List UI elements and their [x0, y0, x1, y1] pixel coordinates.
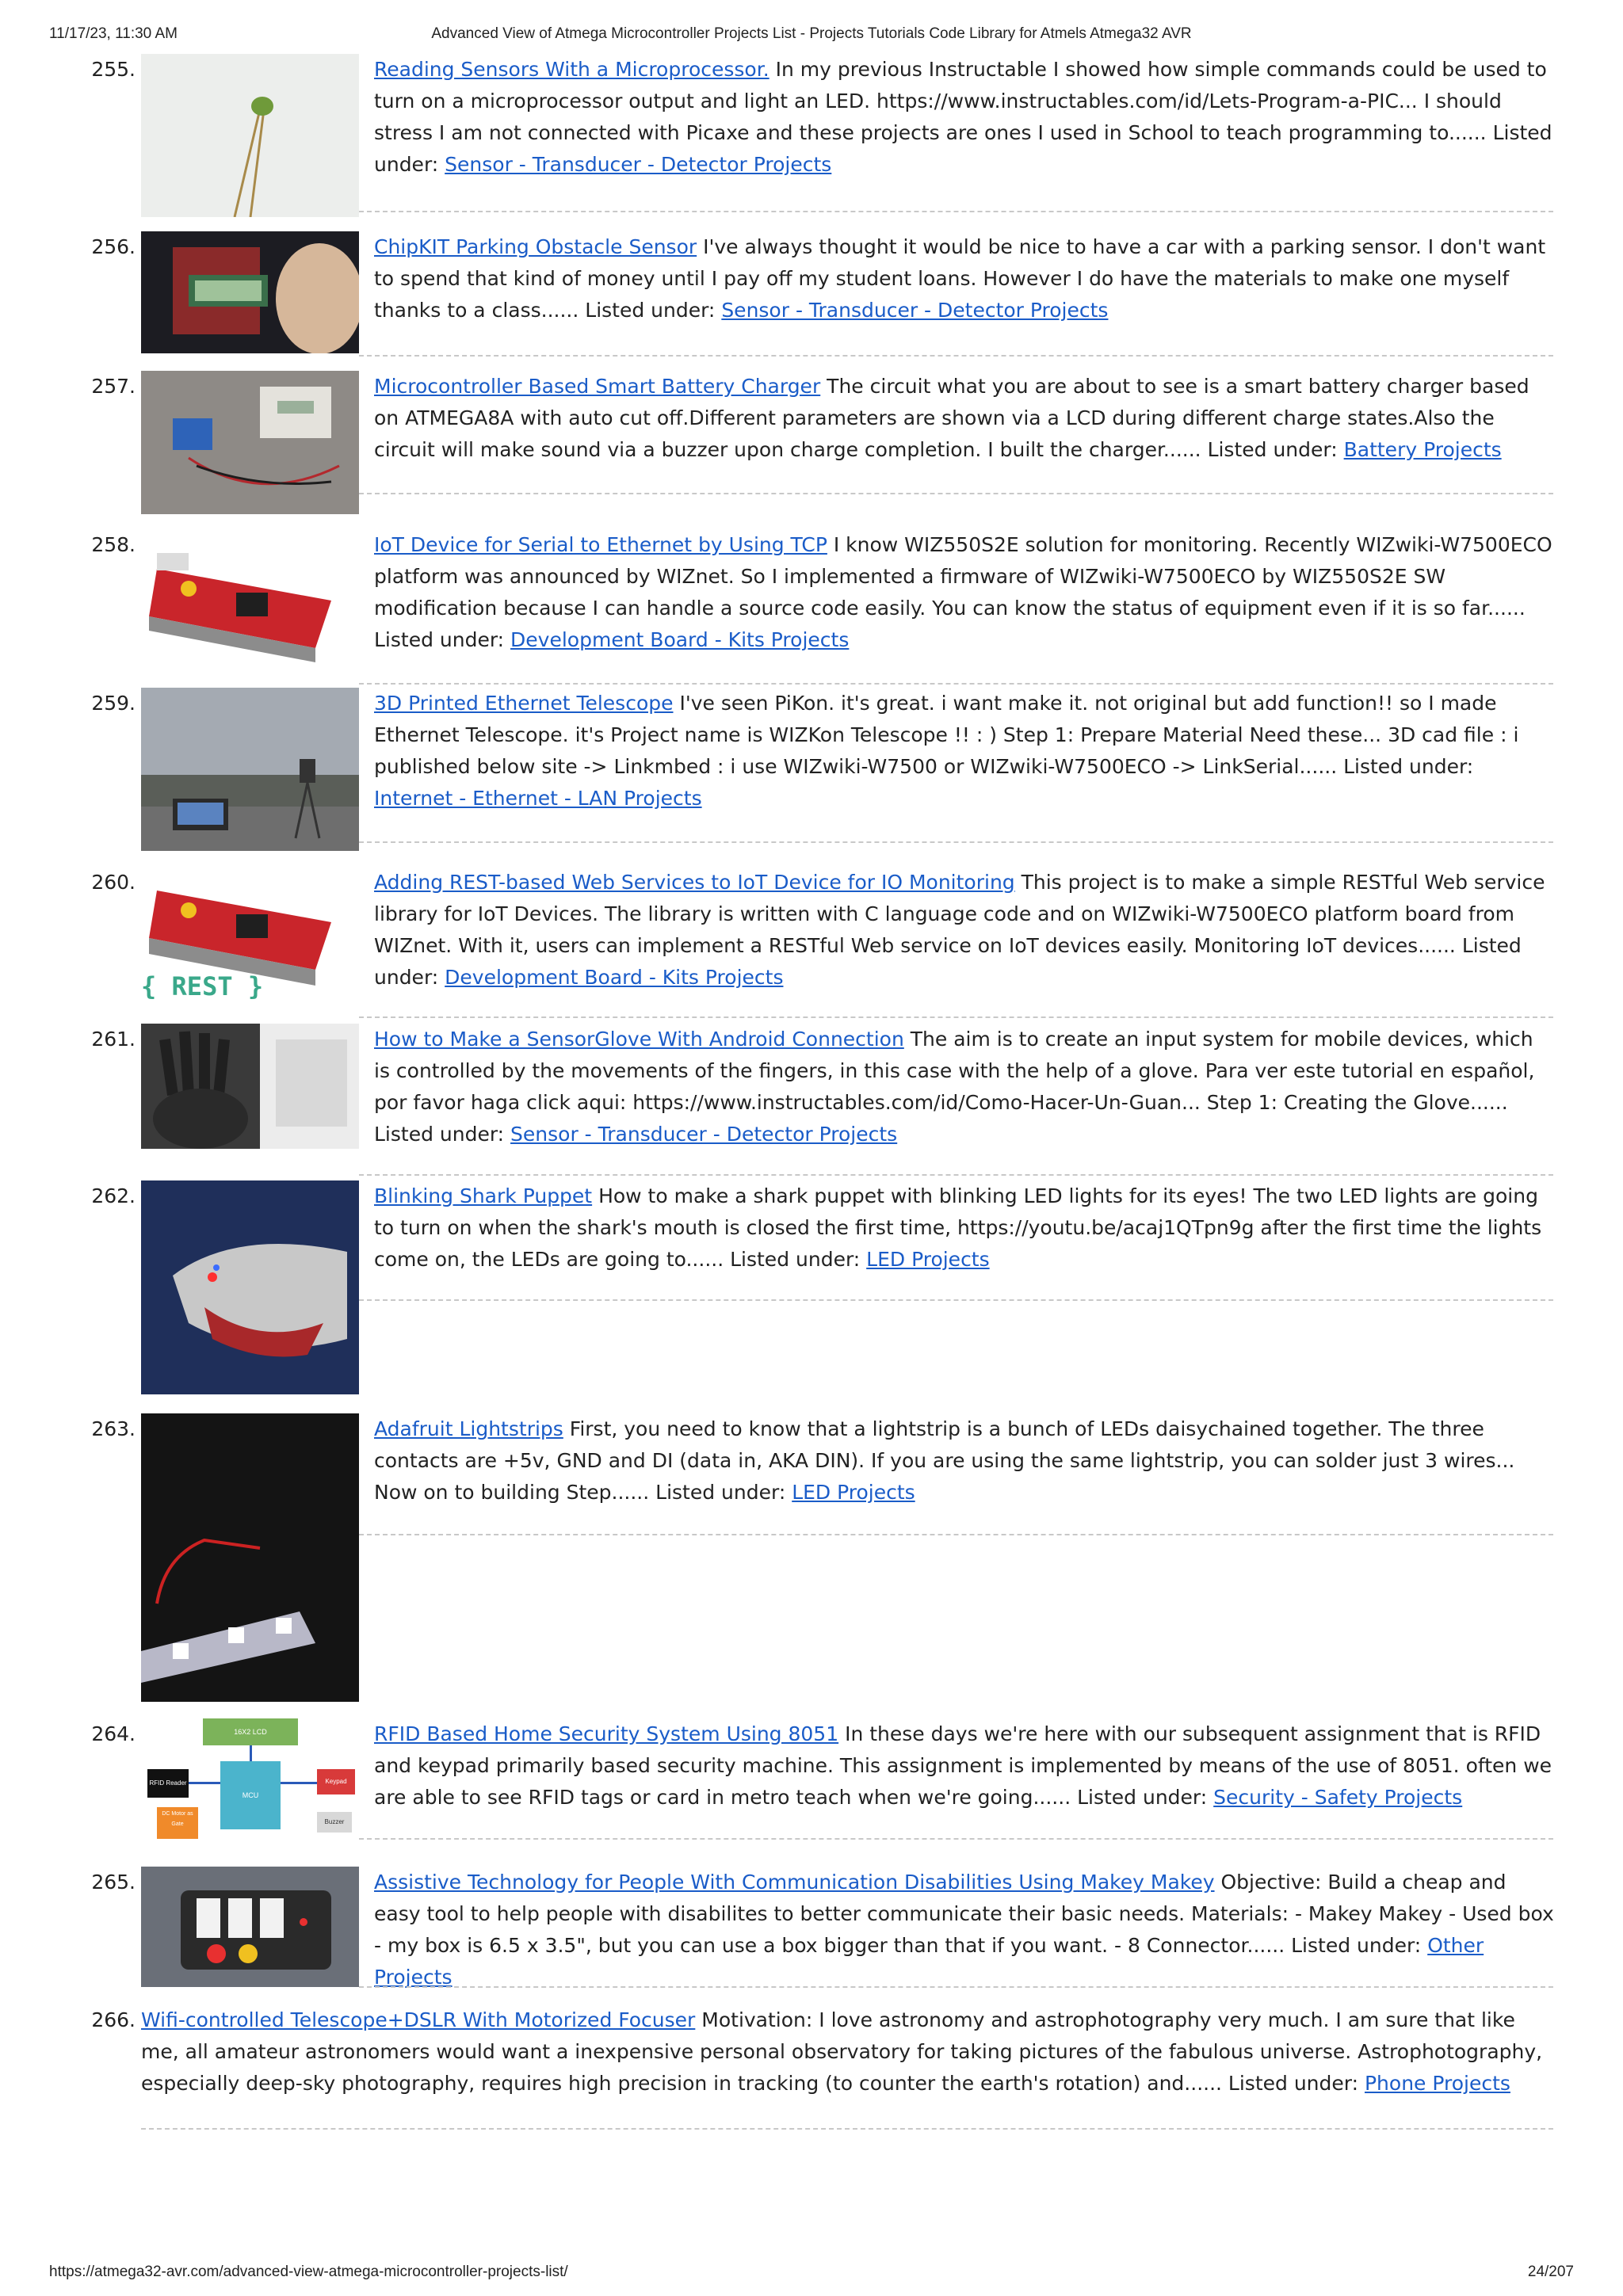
thumbnail-makey-box[interactable] [141, 1867, 359, 1987]
item-body [374, 1413, 1555, 1508]
item-number: 262. [91, 1184, 136, 1207]
project-description: I know WIZ550S2E solution for monitoring. Recently WIZwiki-W7500ECO platform was announced by WIZnet. So I implemented a firmware of WIZwiki-W7500ECO by WIZ550S2E SW modification because I can handle a source code easily. You can know the status of equipment even if it is so far...... Listed under: [374, 533, 1552, 651]
separator [359, 1174, 1553, 1176]
category-link[interactable]: Sensor - Transducer - Detector Projects [721, 299, 1109, 322]
project-description: First, you need to know that a lightstrip is a bunch of LEDs daisychained together. The three contacts are +5v, GND and DI (data in, AKA DIN). If you are using the same lightstrip, you can solder just 3 wires... Now on to building Step...... Listed under: [374, 1417, 1515, 1504]
item-body [374, 1024, 1555, 1150]
thumbnail-sensor-leads[interactable] [141, 54, 359, 217]
diagram-rfid-block: RFID Reader [147, 1769, 189, 1798]
separator [359, 841, 1553, 843]
project-description: How to make a shark puppet with blinking LED lights for its eyes! The two LED lights are going to turn on when the shark's mouth is closed the first time, https://youtu.be/acaj1QTpn9g after the first time the lights come on, the LEDs are going to...... Listed under: [374, 1184, 1542, 1271]
diagram-arrow-right [281, 1782, 317, 1784]
category-link[interactable]: Battery Projects [1343, 438, 1502, 461]
project-title-link[interactable]: 3D Printed Ethernet Telescope [374, 692, 674, 715]
rest-image-label: { REST } [141, 971, 264, 1001]
thumbnail-block-diagram[interactable] [141, 1718, 359, 1845]
thumbnail-chipkit-lcd[interactable] [141, 231, 359, 353]
project-description: The aim is to create an input system for mobile devices, which is controlled by the movements of the fingers, in this case with the help of a glove. Para ver este tutorial en español, por favor haga click aqui: https://www.instructables.com/id/Como-Hacer-Un-Guan... Step 1: Creating the Glove...... Listed under: [374, 1028, 1535, 1146]
project-title-link[interactable]: Adding REST-based Web Services to IoT Device for IO Monitoring [374, 871, 1015, 894]
category-link[interactable]: Development Board - Kits Projects [445, 966, 784, 989]
item-number: 256. [91, 235, 136, 258]
category-link[interactable]: Sensor - Transducer - Detector Projects [510, 1123, 898, 1146]
print-date: 11/17/23, 11:30 AM [49, 25, 178, 42]
item-body [374, 688, 1555, 814]
item-number: 266. [91, 2008, 136, 2031]
project-title-link[interactable]: Reading Sensors With a Microprocessor. [374, 58, 769, 81]
page-url: https://atmega32-avr.com/advanced-view-atmega-microcontroller-projects-list/ [49, 2264, 568, 2280]
separator [359, 1534, 1553, 1535]
category-link[interactable]: Phone Projects [1364, 2072, 1510, 2095]
project-title-link[interactable]: How to Make a SensorGlove With Android Connection [374, 1028, 904, 1051]
project-title-link[interactable]: Assistive Technology for People With Communication Disabilities Using Makey Makey [374, 1871, 1215, 1894]
separator [359, 211, 1553, 212]
item-body [374, 231, 1555, 326]
diagram-motor-block: DC Motor as Gate [157, 1807, 198, 1839]
separator [141, 2128, 1553, 2130]
item-body [374, 1180, 1555, 1276]
thumbnail-shark-puppet[interactable] [141, 1180, 359, 1394]
thumbnail-battery-charger[interactable] [141, 371, 359, 514]
diagram-keypad-block: Keypad [317, 1769, 355, 1794]
item-body [374, 371, 1555, 466]
project-description: I've seen PiKon. it's great. i want make it. not original but add function!! so I made Ethernet Telescope. it's Project name is WIZKon Telescope !! : ) Step 1: Prepare Material Need these... 3D cad file : i published below site -> Linkmbed : i use WIZwiki-W7500 or WIZwiki-W7500ECO -> LinkSerial...... Listed under: [374, 692, 1519, 778]
item-body [141, 2004, 1555, 2100]
separator [359, 493, 1553, 494]
separator [359, 1016, 1553, 1018]
project-description: This project is to make a simple RESTful Web service library for IoT Devices. The library is written with C language code and on WIZwiki-W7500ECO platform board from WIZnet. With it, users can implement a RESTful Web service on IoT devices easily. Monitoring IoT devices...... Listed under: [374, 871, 1545, 989]
category-link[interactable]: Development Board - Kits Projects [510, 628, 850, 651]
project-title-link[interactable]: ChipKIT Parking Obstacle Sensor [374, 235, 697, 258]
item-number: 265. [91, 1871, 136, 1894]
project-title-link[interactable]: RFID Based Home Security System Using 8051 [374, 1722, 839, 1745]
project-title-link[interactable]: Wifi-controlled Telescope+DSLR With Motorized Focuser [141, 2008, 696, 2031]
page-title: Advanced View of Atmega Microcontroller Projects List - Projects Tutorials Code Library for Atmels Atmega32 AVR [431, 25, 1192, 42]
category-link[interactable]: Sensor - Transducer - Detector Projects [445, 153, 832, 176]
diagram-lcd-block: 16X2 LCD [203, 1718, 298, 1745]
item-body [374, 54, 1555, 181]
item-number: 258. [91, 533, 136, 556]
item-number: 264. [91, 1722, 136, 1745]
project-description: Motivation: I love astronomy and astrophotography very much. I am sure that like me, all amateur astronomers would want a inexpensive personal observatory for taking pictures of the fabulous universe. Astrophotography, especially deep-sky photography, requires high precision in tracking (to counter the earth's rotation) and...... Listed under: [141, 2008, 1543, 2095]
project-title-link[interactable]: Adafruit Lightstrips [374, 1417, 563, 1440]
category-link[interactable]: LED Projects [792, 1481, 915, 1504]
item-body [374, 1867, 1555, 1993]
project-description: I've always thought it would be nice to have a car with a parking sensor. I don't want to spend that kind of money until I pay off my student loans. However I do have the materials to make one myself thanks to a class...... Listed under: [374, 235, 1546, 322]
item-number: 260. [91, 871, 136, 894]
item-number: 263. [91, 1417, 136, 1440]
item-body [374, 529, 1555, 656]
project-title-link[interactable]: Microcontroller Based Smart Battery Charger [374, 375, 821, 398]
category-link[interactable]: Security - Safety Projects [1213, 1786, 1463, 1809]
item-number: 257. [91, 375, 136, 398]
project-title-link[interactable]: Blinking Shark Puppet [374, 1184, 593, 1207]
project-description: In these days we're here with our subsequent assignment that is RFID and keypad primarily based security machine. This assignment is implemented by means of the use of 8051. often we are able to see RFID tags or card in metro teach when we're going...... Listed under: [374, 1722, 1552, 1809]
category-link[interactable]: LED Projects [866, 1248, 990, 1271]
project-description: The circuit what you are about to see is a smart battery charger based on ATMEGA8A with auto cut off.Different parameters are shown via a LCD during different charge states.Also the circuit will make sound via a buzzer upon charge completion. I built the charger...... Listed under: [374, 375, 1529, 461]
separator [359, 355, 1553, 357]
item-number: 259. [91, 692, 136, 715]
diagram-buzzer-block: Buzzer [317, 1812, 352, 1833]
project-description: Objective: Build a cheap and easy tool to help people with disabilites to better communicate their basic needs. Materials: - Makey Makey - Used box - my box is 6.5 x 3.5", but you can use a box bigger than that if you want. - 8 Connector...... Listed under: [374, 1871, 1554, 1957]
separator [359, 1838, 1553, 1840]
thumbnail-ethernet-telescope[interactable] [141, 688, 359, 851]
separator [359, 1299, 1553, 1301]
item-number: 255. [91, 58, 136, 81]
thumbnail-sensor-glove[interactable] [141, 1024, 359, 1149]
page-number: 24/207 [1527, 2264, 1574, 2280]
thumbnail-lightstrip[interactable] [141, 1413, 359, 1702]
diagram-arrow-left [189, 1782, 220, 1784]
item-body [374, 867, 1555, 994]
category-link[interactable]: Other Projects [374, 1934, 1484, 1989]
separator [359, 683, 1553, 685]
item-number: 261. [91, 1028, 136, 1051]
diagram-arrow-top [250, 1745, 252, 1761]
separator [359, 1986, 1553, 1988]
project-title-link[interactable]: IoT Device for Serial to Ethernet by Using TCP [374, 533, 827, 556]
category-link[interactable]: Internet - Ethernet - LAN Projects [374, 787, 702, 810]
project-description: In my previous Instructable I showed how simple commands could be used to turn on a microprocessor output and light an LED. https://www.instructables.com/id/Lets-Program-a-PIC... I should stress I am not connected with Picaxe and these projects are ones I used in School to teach programming to...... Listed under: [374, 58, 1552, 176]
diagram-mcu-block: MCU [220, 1761, 281, 1829]
thumbnail-wizwiki-board[interactable] [141, 529, 359, 667]
item-body [374, 1718, 1555, 1814]
thumbnail-rest-board[interactable] [141, 867, 359, 1009]
